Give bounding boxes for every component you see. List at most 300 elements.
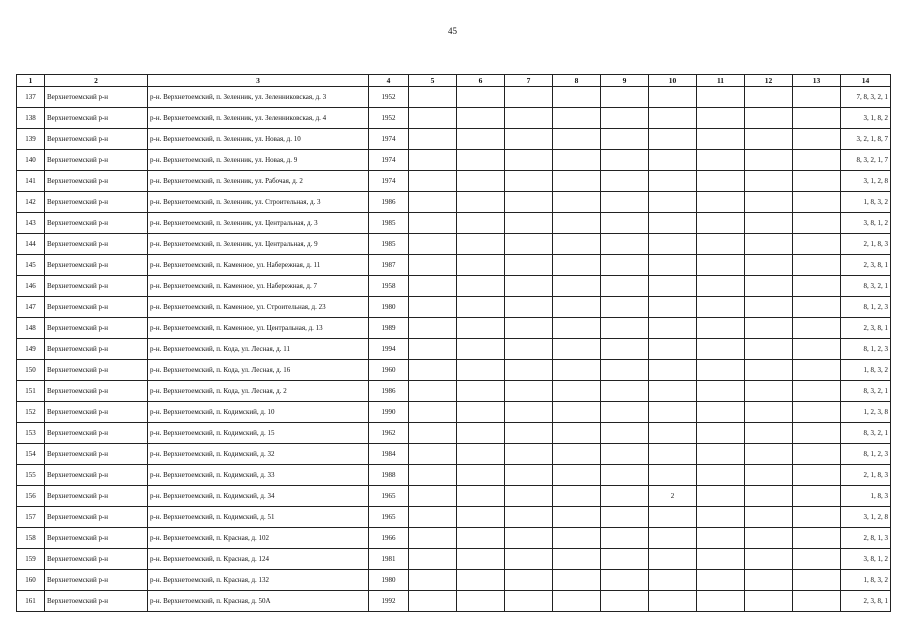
address-cell: р-н. Верхнетоемский, п. Красная, д. 132 — [148, 570, 369, 591]
table-row — [17, 192, 891, 213]
column-header-12: 12 — [745, 75, 793, 87]
district-cell: Верхнетоемский р-н — [45, 549, 148, 570]
col5-cell — [409, 549, 457, 570]
col5-cell — [409, 591, 457, 612]
col9-cell — [601, 171, 649, 192]
col8-cell — [553, 297, 601, 318]
row-number-cell: 155 — [17, 465, 45, 486]
col11-cell — [697, 87, 745, 108]
district-cell: Верхнетоемский р-н — [45, 381, 148, 402]
col13-cell — [793, 255, 841, 276]
col8-cell — [553, 87, 601, 108]
col9-cell — [601, 360, 649, 381]
col7-cell — [505, 297, 553, 318]
table-row — [17, 507, 891, 528]
col11-cell — [697, 339, 745, 360]
col9-cell — [601, 150, 649, 171]
col6-cell — [457, 318, 505, 339]
district-cell: Верхнетоемский р-н — [45, 507, 148, 528]
col13-cell — [793, 549, 841, 570]
column-header-14: 14 — [841, 75, 891, 87]
col10-cell — [649, 192, 697, 213]
col13-cell — [793, 339, 841, 360]
col12-cell — [745, 528, 793, 549]
col7-cell — [505, 255, 553, 276]
col13-cell — [793, 108, 841, 129]
row-number-cell: 149 — [17, 339, 45, 360]
col12-cell — [745, 423, 793, 444]
col6-cell — [457, 507, 505, 528]
col7-cell — [505, 87, 553, 108]
column-header-8: 8 — [553, 75, 601, 87]
col6-cell — [457, 528, 505, 549]
col7-cell — [505, 108, 553, 129]
col14-cell: 7, 8, 3, 2, 1 — [841, 87, 891, 108]
col14-cell: 3, 2, 1, 8, 7 — [841, 129, 891, 150]
col6-cell — [457, 465, 505, 486]
col5-cell — [409, 108, 457, 129]
col8-cell — [553, 213, 601, 234]
district-cell: Верхнетоемский р-н — [45, 339, 148, 360]
col11-cell — [697, 129, 745, 150]
row-number-cell: 157 — [17, 507, 45, 528]
row-number-cell: 158 — [17, 528, 45, 549]
col14-cell: 1, 2, 3, 8 — [841, 402, 891, 423]
col11-cell — [697, 507, 745, 528]
col9-cell — [601, 507, 649, 528]
row-number-cell: 159 — [17, 549, 45, 570]
col7-cell — [505, 192, 553, 213]
table-header-row — [17, 75, 891, 87]
col12-cell — [745, 402, 793, 423]
year-cell: 1974 — [369, 171, 409, 192]
year-cell: 1952 — [369, 108, 409, 129]
col7-cell — [505, 465, 553, 486]
address-cell: р-н. Верхнетоемский, п. Каменное, ул. Строительная, д. 23 — [148, 297, 369, 318]
col14-cell: 2, 1, 8, 3 — [841, 465, 891, 486]
col13-cell — [793, 402, 841, 423]
col11-cell — [697, 234, 745, 255]
address-cell: р-н. Верхнетоемский, п. Зеленник, ул. Зеленниковская, д. 3 — [148, 87, 369, 108]
col14-cell: 8, 3, 2, 1, 7 — [841, 150, 891, 171]
table-row — [17, 423, 891, 444]
col11-cell — [697, 318, 745, 339]
row-number-cell: 150 — [17, 360, 45, 381]
col7-cell — [505, 402, 553, 423]
row-number-cell: 142 — [17, 192, 45, 213]
table-row — [17, 150, 891, 171]
col5-cell — [409, 402, 457, 423]
col6-cell — [457, 360, 505, 381]
col6-cell — [457, 381, 505, 402]
address-cell: р-н. Верхнетоемский, п. Кода, ул. Лесная, д. 11 — [148, 339, 369, 360]
col5-cell — [409, 297, 457, 318]
col13-cell — [793, 423, 841, 444]
col6-cell — [457, 570, 505, 591]
column-header-13: 13 — [793, 75, 841, 87]
col12-cell — [745, 381, 793, 402]
address-cell: р-н. Верхнетоемский, п. Зеленник, ул. Рабочая, д. 2 — [148, 171, 369, 192]
col5-cell — [409, 423, 457, 444]
col9-cell — [601, 339, 649, 360]
col5-cell — [409, 213, 457, 234]
col10-cell — [649, 360, 697, 381]
district-cell: Верхнетоемский р-н — [45, 465, 148, 486]
col12-cell — [745, 360, 793, 381]
col5-cell — [409, 570, 457, 591]
col11-cell — [697, 549, 745, 570]
table-row — [17, 549, 891, 570]
col12-cell — [745, 192, 793, 213]
col11-cell — [697, 192, 745, 213]
col14-cell: 2, 3, 8, 1 — [841, 591, 891, 612]
col14-cell: 3, 8, 1, 2 — [841, 213, 891, 234]
address-cell: р-н. Верхнетоемский, п. Зеленник, ул. Центральная, д. 3 — [148, 213, 369, 234]
col8-cell — [553, 129, 601, 150]
col6-cell — [457, 549, 505, 570]
col11-cell — [697, 297, 745, 318]
col6-cell — [457, 297, 505, 318]
col9-cell — [601, 318, 649, 339]
col14-cell: 2, 1, 8, 3 — [841, 234, 891, 255]
col6-cell — [457, 171, 505, 192]
address-cell: р-н. Верхнетоемский, п. Каменное, ул. Центральная, д. 13 — [148, 318, 369, 339]
col12-cell — [745, 318, 793, 339]
row-number-cell: 160 — [17, 570, 45, 591]
year-cell: 1974 — [369, 150, 409, 171]
col11-cell — [697, 171, 745, 192]
col8-cell — [553, 255, 601, 276]
col9-cell — [601, 381, 649, 402]
col9-cell — [601, 528, 649, 549]
year-cell: 1965 — [369, 507, 409, 528]
col13-cell — [793, 129, 841, 150]
col14-cell: 3, 1, 2, 8 — [841, 171, 891, 192]
col7-cell — [505, 234, 553, 255]
col12-cell — [745, 297, 793, 318]
col12-cell — [745, 507, 793, 528]
row-number-cell: 144 — [17, 234, 45, 255]
district-cell: Верхнетоемский р-н — [45, 192, 148, 213]
column-header-7: 7 — [505, 75, 553, 87]
column-header-5: 5 — [409, 75, 457, 87]
col14-cell: 8, 3, 2, 1 — [841, 276, 891, 297]
col9-cell — [601, 129, 649, 150]
col10-cell — [649, 234, 697, 255]
col5-cell — [409, 486, 457, 507]
col13-cell — [793, 171, 841, 192]
col5-cell — [409, 276, 457, 297]
col5-cell — [409, 528, 457, 549]
table-row — [17, 402, 891, 423]
table-row — [17, 339, 891, 360]
col6-cell — [457, 423, 505, 444]
col5-cell — [409, 87, 457, 108]
col11-cell — [697, 150, 745, 171]
col13-cell — [793, 528, 841, 549]
col10-cell — [649, 444, 697, 465]
district-cell: Верхнетоемский р-н — [45, 402, 148, 423]
col6-cell — [457, 276, 505, 297]
col7-cell — [505, 486, 553, 507]
col10-cell — [649, 381, 697, 402]
col10-cell — [649, 402, 697, 423]
column-header-10: 10 — [649, 75, 697, 87]
col8-cell — [553, 276, 601, 297]
col7-cell — [505, 549, 553, 570]
col8-cell — [553, 402, 601, 423]
col14-cell: 1, 8, 3, 2 — [841, 360, 891, 381]
col8-cell — [553, 465, 601, 486]
year-cell: 1984 — [369, 444, 409, 465]
col14-cell: 3, 1, 8, 2 — [841, 108, 891, 129]
col5-cell — [409, 381, 457, 402]
col11-cell — [697, 570, 745, 591]
col12-cell — [745, 171, 793, 192]
col8-cell — [553, 108, 601, 129]
col10-cell — [649, 549, 697, 570]
year-cell: 1960 — [369, 360, 409, 381]
col13-cell — [793, 297, 841, 318]
col11-cell — [697, 465, 745, 486]
table-row — [17, 255, 891, 276]
page-number: 45 — [448, 26, 457, 36]
col6-cell — [457, 192, 505, 213]
housing-register-table — [16, 74, 891, 612]
district-cell: Верхнетоемский р-н — [45, 276, 148, 297]
col9-cell — [601, 444, 649, 465]
district-cell: Верхнетоемский р-н — [45, 150, 148, 171]
col7-cell — [505, 507, 553, 528]
col10-cell — [649, 297, 697, 318]
col13-cell — [793, 591, 841, 612]
col13-cell — [793, 465, 841, 486]
district-cell: Верхнетоемский р-н — [45, 171, 148, 192]
col12-cell — [745, 87, 793, 108]
col9-cell — [601, 591, 649, 612]
col12-cell — [745, 276, 793, 297]
col9-cell — [601, 402, 649, 423]
col8-cell — [553, 192, 601, 213]
col11-cell — [697, 528, 745, 549]
col13-cell — [793, 570, 841, 591]
col9-cell — [601, 465, 649, 486]
col6-cell — [457, 486, 505, 507]
address-cell: р-н. Верхнетоемский, п. Красная, д. 50А — [148, 591, 369, 612]
table-row — [17, 129, 891, 150]
col8-cell — [553, 234, 601, 255]
col9-cell — [601, 213, 649, 234]
table-row — [17, 444, 891, 465]
col10-cell — [649, 87, 697, 108]
table-row — [17, 297, 891, 318]
col12-cell — [745, 549, 793, 570]
address-cell: р-н. Верхнетоемский, п. Красная, д. 102 — [148, 528, 369, 549]
col10-cell — [649, 108, 697, 129]
year-cell: 1988 — [369, 465, 409, 486]
col10-cell — [649, 528, 697, 549]
col7-cell — [505, 570, 553, 591]
district-cell: Верхнетоемский р-н — [45, 255, 148, 276]
col5-cell — [409, 255, 457, 276]
table-row — [17, 465, 891, 486]
col7-cell — [505, 213, 553, 234]
district-cell: Верхнетоемский р-н — [45, 444, 148, 465]
row-number-cell: 147 — [17, 297, 45, 318]
row-number-cell: 151 — [17, 381, 45, 402]
col5-cell — [409, 150, 457, 171]
col11-cell — [697, 213, 745, 234]
row-number-cell: 137 — [17, 87, 45, 108]
col5-cell — [409, 360, 457, 381]
col5-cell — [409, 318, 457, 339]
table-row — [17, 318, 891, 339]
district-cell: Верхнетоемский р-н — [45, 213, 148, 234]
col10-cell — [649, 423, 697, 444]
col10-cell — [649, 339, 697, 360]
col7-cell — [505, 339, 553, 360]
col9-cell — [601, 255, 649, 276]
col7-cell — [505, 528, 553, 549]
col9-cell — [601, 87, 649, 108]
col8-cell — [553, 318, 601, 339]
col14-cell: 3, 1, 2, 8 — [841, 507, 891, 528]
col9-cell — [601, 570, 649, 591]
col7-cell — [505, 150, 553, 171]
row-number-cell: 161 — [17, 591, 45, 612]
col10-cell — [649, 276, 697, 297]
table-row — [17, 381, 891, 402]
col14-cell: 8, 1, 2, 3 — [841, 339, 891, 360]
year-cell: 1985 — [369, 234, 409, 255]
year-cell: 1985 — [369, 213, 409, 234]
col7-cell — [505, 360, 553, 381]
year-cell: 1981 — [369, 549, 409, 570]
district-cell: Верхнетоемский р-н — [45, 108, 148, 129]
table-row — [17, 108, 891, 129]
district-cell: Верхнетоемский р-н — [45, 528, 148, 549]
year-cell: 1989 — [369, 318, 409, 339]
col8-cell — [553, 570, 601, 591]
col8-cell — [553, 360, 601, 381]
table-row — [17, 276, 891, 297]
col12-cell — [745, 591, 793, 612]
col14-cell: 2, 3, 8, 1 — [841, 255, 891, 276]
col12-cell — [745, 444, 793, 465]
address-cell: р-н. Верхнетоемский, п. Зеленник, ул. Новая, д. 9 — [148, 150, 369, 171]
col12-cell — [745, 486, 793, 507]
col10-cell — [649, 465, 697, 486]
col10-cell — [649, 318, 697, 339]
col10-cell — [649, 507, 697, 528]
col7-cell — [505, 129, 553, 150]
col8-cell — [553, 171, 601, 192]
col6-cell — [457, 150, 505, 171]
district-cell: Верхнетоемский р-н — [45, 318, 148, 339]
address-cell: р-н. Верхнетоемский, п. Зеленник, ул. Центральная, д. 9 — [148, 234, 369, 255]
col11-cell — [697, 108, 745, 129]
col9-cell — [601, 297, 649, 318]
col13-cell — [793, 318, 841, 339]
col13-cell — [793, 486, 841, 507]
col7-cell — [505, 171, 553, 192]
col11-cell — [697, 381, 745, 402]
col11-cell — [697, 402, 745, 423]
col5-cell — [409, 234, 457, 255]
col11-cell — [697, 423, 745, 444]
year-cell: 1958 — [369, 276, 409, 297]
row-number-cell: 145 — [17, 255, 45, 276]
col8-cell — [553, 486, 601, 507]
col8-cell — [553, 339, 601, 360]
table-row — [17, 171, 891, 192]
col9-cell — [601, 276, 649, 297]
col10-cell — [649, 129, 697, 150]
col6-cell — [457, 444, 505, 465]
address-cell: р-н. Верхнетоемский, п. Каменное, ул. Набережная, д. 11 — [148, 255, 369, 276]
row-number-cell: 154 — [17, 444, 45, 465]
district-cell: Верхнетоемский р-н — [45, 591, 148, 612]
district-cell: Верхнетоемский р-н — [45, 87, 148, 108]
col10-cell — [649, 171, 697, 192]
col7-cell — [505, 381, 553, 402]
col8-cell — [553, 528, 601, 549]
col10-cell — [649, 213, 697, 234]
col7-cell — [505, 423, 553, 444]
col13-cell — [793, 444, 841, 465]
col13-cell — [793, 381, 841, 402]
col14-cell: 1, 8, 3, 2 — [841, 192, 891, 213]
col9-cell — [601, 423, 649, 444]
col12-cell — [745, 129, 793, 150]
col13-cell — [793, 213, 841, 234]
district-cell: Верхнетоемский р-н — [45, 234, 148, 255]
year-cell: 1980 — [369, 570, 409, 591]
col9-cell — [601, 549, 649, 570]
col8-cell — [553, 549, 601, 570]
table-row — [17, 486, 891, 507]
address-cell: р-н. Верхнетоемский, п. Кода, ул. Лесная, д. 16 — [148, 360, 369, 381]
col11-cell — [697, 276, 745, 297]
col13-cell — [793, 150, 841, 171]
col6-cell — [457, 213, 505, 234]
row-number-cell: 140 — [17, 150, 45, 171]
col14-cell: 8, 1, 2, 3 — [841, 444, 891, 465]
col5-cell — [409, 192, 457, 213]
year-cell: 1986 — [369, 192, 409, 213]
col9-cell — [601, 486, 649, 507]
year-cell: 1974 — [369, 129, 409, 150]
year-cell: 1952 — [369, 87, 409, 108]
year-cell: 1987 — [369, 255, 409, 276]
table-row — [17, 570, 891, 591]
col6-cell — [457, 402, 505, 423]
col11-cell — [697, 591, 745, 612]
col14-cell: 1, 8, 3 — [841, 486, 891, 507]
col9-cell — [601, 192, 649, 213]
row-number-cell: 146 — [17, 276, 45, 297]
col7-cell — [505, 444, 553, 465]
district-cell: Верхнетоемский р-н — [45, 423, 148, 444]
address-cell: р-н. Верхнетоемский, п. Кодимский, д. 33 — [148, 465, 369, 486]
table-row — [17, 591, 891, 612]
address-cell: р-н. Верхнетоемский, п. Кодимский, д. 51 — [148, 507, 369, 528]
address-cell: р-н. Верхнетоемский, п. Зеленник, ул. Строительная, д. 3 — [148, 192, 369, 213]
col10-cell — [649, 570, 697, 591]
col12-cell — [745, 108, 793, 129]
col10-cell: 2 — [649, 486, 697, 507]
column-header-11: 11 — [697, 75, 745, 87]
